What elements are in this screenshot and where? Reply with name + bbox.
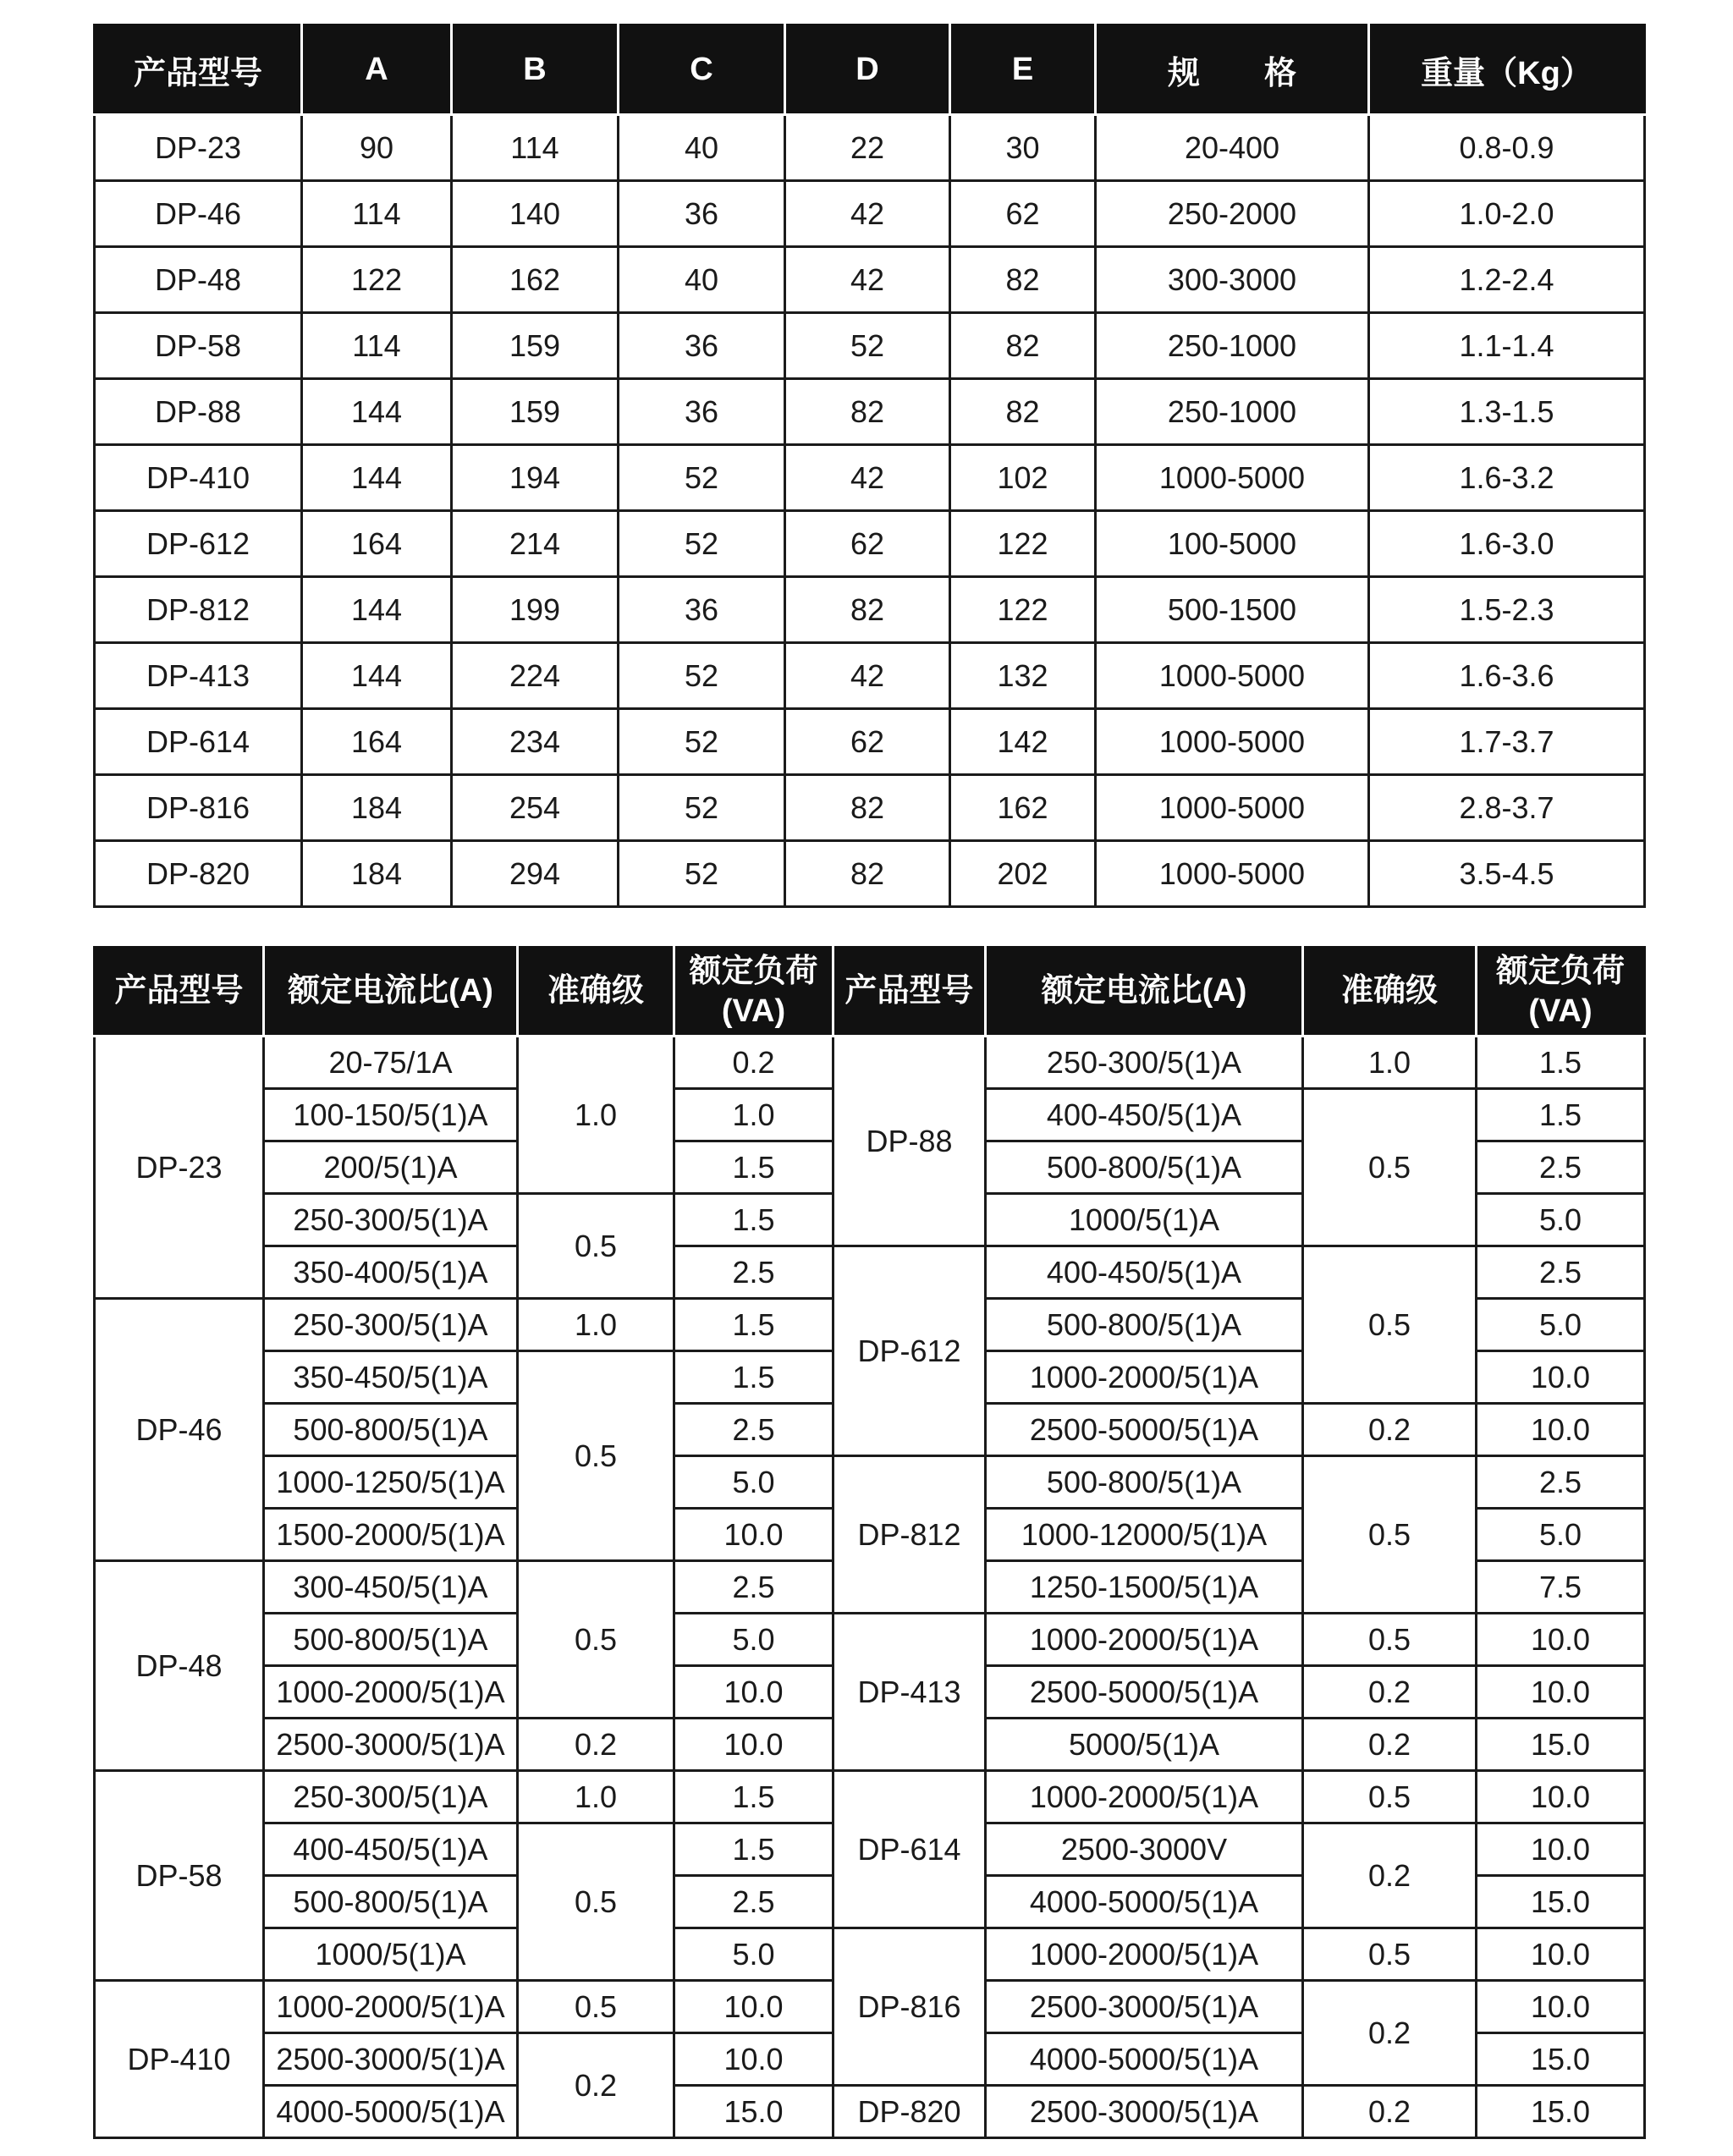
- right-model: DP-413: [833, 1614, 986, 1771]
- header-spec: 规 格: [1096, 25, 1369, 115]
- left-ratio: 250-300/5(1)A: [264, 1194, 518, 1246]
- right-model: DP-812: [833, 1456, 986, 1614]
- cell-b: 162: [452, 247, 619, 313]
- cell-model: DP-88: [95, 379, 302, 445]
- left-load: 2.5: [674, 1404, 833, 1456]
- cell-weight: 1.2-2.4: [1369, 247, 1645, 313]
- cell-c: 52: [619, 445, 785, 511]
- table-row: [95, 511, 1645, 577]
- dimensions-table: [93, 24, 1646, 908]
- right-ratio: 500-800/5(1)A: [986, 1141, 1303, 1194]
- right-ratio: 1000-2000/5(1)A: [986, 1614, 1303, 1666]
- table-row: [95, 1456, 1645, 1509]
- cell-d: 62: [785, 709, 950, 775]
- header-right-load-line2: (VA): [1528, 993, 1593, 1029]
- right-class: 1.0: [1303, 1037, 1477, 1089]
- right-ratio: 2500-5000/5(1)A: [986, 1404, 1303, 1456]
- right-class: 0.2: [1303, 1666, 1477, 1719]
- right-ratio: 4000-5000/5(1)A: [986, 1876, 1303, 1928]
- right-ratio: 1000-2000/5(1)A: [986, 1351, 1303, 1404]
- left-ratio: 2500-3000/5(1)A: [264, 1719, 518, 1771]
- cell-spec: 250-1000: [1096, 379, 1369, 445]
- left-ratio: 300-450/5(1)A: [264, 1561, 518, 1614]
- left-ratio: 350-400/5(1)A: [264, 1246, 518, 1299]
- cell-weight: 1.3-1.5: [1369, 379, 1645, 445]
- left-class: 0.5: [518, 1194, 674, 1299]
- right-ratio: 1250-1500/5(1)A: [986, 1561, 1303, 1614]
- right-load: 10.0: [1477, 1928, 1645, 1981]
- left-load: 10.0: [674, 2033, 833, 2086]
- cell-model: DP-812: [95, 577, 302, 643]
- cell-a: 114: [302, 313, 452, 379]
- cell-e: 82: [950, 247, 1096, 313]
- left-load: 1.5: [674, 1141, 833, 1194]
- cell-spec: 1000-5000: [1096, 709, 1369, 775]
- left-model: DP-48: [95, 1561, 264, 1771]
- cell-model: DP-614: [95, 709, 302, 775]
- header-right-load: [1477, 948, 1645, 1037]
- left-ratio: 400-450/5(1)A: [264, 1823, 518, 1876]
- cell-model: DP-48: [95, 247, 302, 313]
- cell-d: 52: [785, 313, 950, 379]
- cell-spec: 20-400: [1096, 115, 1369, 181]
- cell-a: 122: [302, 247, 452, 313]
- header-right-model: 产品型号: [833, 948, 986, 1037]
- right-ratio: 1000-2000/5(1)A: [986, 1928, 1303, 1981]
- table-row: [95, 1246, 1645, 1299]
- cell-model: DP-612: [95, 511, 302, 577]
- cell-d: 82: [785, 841, 950, 907]
- cell-b: 294: [452, 841, 619, 907]
- right-load: 10.0: [1477, 1823, 1645, 1876]
- left-load: 10.0: [674, 1509, 833, 1561]
- right-load: 10.0: [1477, 1666, 1645, 1719]
- right-load: 2.5: [1477, 1456, 1645, 1509]
- left-load: 10.0: [674, 1666, 833, 1719]
- cell-c: 52: [619, 511, 785, 577]
- dimensions-header-row: [95, 25, 1645, 115]
- left-ratio: 100-150/5(1)A: [264, 1089, 518, 1141]
- cell-d: 82: [785, 775, 950, 841]
- right-load: 15.0: [1477, 1719, 1645, 1771]
- cell-c: 52: [619, 709, 785, 775]
- cell-c: 40: [619, 247, 785, 313]
- table-row: [95, 709, 1645, 775]
- table-row: [95, 379, 1645, 445]
- cell-d: 42: [785, 643, 950, 709]
- left-load: 10.0: [674, 1981, 833, 2033]
- right-class: 0.2: [1303, 1981, 1477, 2086]
- header-right-ratio: 额定电流比(A): [986, 948, 1303, 1037]
- header-left-ratio: 额定电流比(A): [264, 948, 518, 1037]
- table-row: [95, 577, 1645, 643]
- left-ratio: 1000/5(1)A: [264, 1928, 518, 1981]
- right-ratio: 400-450/5(1)A: [986, 1089, 1303, 1141]
- cell-spec: 1000-5000: [1096, 775, 1369, 841]
- left-ratio: 20-75/1A: [264, 1037, 518, 1089]
- right-class: 0.5: [1303, 1614, 1477, 1666]
- cell-d: 22: [785, 115, 950, 181]
- right-load: 10.0: [1477, 1614, 1645, 1666]
- cell-weight: 1.6-3.6: [1369, 643, 1645, 709]
- cell-model: DP-23: [95, 115, 302, 181]
- cell-weight: 3.5-4.5: [1369, 841, 1645, 907]
- cell-spec: 1000-5000: [1096, 643, 1369, 709]
- table-row: [95, 247, 1645, 313]
- right-load: 2.5: [1477, 1246, 1645, 1299]
- right-class: 0.2: [1303, 1404, 1477, 1456]
- right-model: DP-88: [833, 1037, 986, 1246]
- left-ratio: 2500-3000/5(1)A: [264, 2033, 518, 2086]
- left-ratio: 500-800/5(1)A: [264, 1614, 518, 1666]
- table-row: [95, 1771, 1645, 1823]
- left-load: 2.5: [674, 1876, 833, 1928]
- right-ratio: 2500-3000/5(1)A: [986, 1981, 1303, 2033]
- table-row: [95, 2086, 1645, 2138]
- table-row: [95, 1928, 1645, 1981]
- cell-weight: 1.7-3.7: [1369, 709, 1645, 775]
- right-load: 10.0: [1477, 1981, 1645, 2033]
- left-ratio: 1500-2000/5(1)A: [264, 1509, 518, 1561]
- cell-b: 159: [452, 313, 619, 379]
- table-row: [95, 841, 1645, 907]
- left-ratio: 350-450/5(1)A: [264, 1351, 518, 1404]
- left-load: 5.0: [674, 1614, 833, 1666]
- cell-weight: 1.5-2.3: [1369, 577, 1645, 643]
- right-load: 1.5: [1477, 1089, 1645, 1141]
- cell-b: 254: [452, 775, 619, 841]
- right-ratio: 1000-12000/5(1)A: [986, 1509, 1303, 1561]
- table-row: [95, 1037, 1645, 1089]
- cell-e: 202: [950, 841, 1096, 907]
- left-ratio: 500-800/5(1)A: [264, 1876, 518, 1928]
- right-ratio: 500-800/5(1)A: [986, 1456, 1303, 1509]
- cell-e: 82: [950, 313, 1096, 379]
- cell-model: DP-413: [95, 643, 302, 709]
- right-class: 0.5: [1303, 1089, 1477, 1246]
- cell-a: 144: [302, 379, 452, 445]
- cell-c: 52: [619, 841, 785, 907]
- cell-b: 224: [452, 643, 619, 709]
- cell-a: 144: [302, 643, 452, 709]
- cell-b: 114: [452, 115, 619, 181]
- header-b: B: [452, 25, 619, 115]
- right-model: DP-612: [833, 1246, 986, 1456]
- left-load: 1.0: [674, 1089, 833, 1141]
- left-load: 2.5: [674, 1561, 833, 1614]
- left-model: DP-46: [95, 1299, 264, 1561]
- cell-a: 144: [302, 445, 452, 511]
- right-model: DP-820: [833, 2086, 986, 2138]
- cell-spec: 250-2000: [1096, 181, 1369, 247]
- ratings-header-row: [95, 948, 1645, 1037]
- right-class: 0.2: [1303, 1719, 1477, 1771]
- cell-weight: 0.8-0.9: [1369, 115, 1645, 181]
- left-load: 1.5: [674, 1299, 833, 1351]
- table-row: [95, 313, 1645, 379]
- header-c: C: [619, 25, 785, 115]
- cell-c: 36: [619, 379, 785, 445]
- right-load: 10.0: [1477, 1404, 1645, 1456]
- right-class: 0.5: [1303, 1456, 1477, 1614]
- cell-weight: 1.6-3.2: [1369, 445, 1645, 511]
- cell-spec: 1000-5000: [1096, 445, 1369, 511]
- cell-spec: 100-5000: [1096, 511, 1369, 577]
- cell-spec: 300-3000: [1096, 247, 1369, 313]
- left-ratio: 250-300/5(1)A: [264, 1771, 518, 1823]
- left-class: 0.5: [518, 1981, 674, 2033]
- left-load: 1.5: [674, 1194, 833, 1246]
- cell-e: 102: [950, 445, 1096, 511]
- right-class: 0.5: [1303, 1771, 1477, 1823]
- cell-d: 42: [785, 181, 950, 247]
- left-load: 5.0: [674, 1456, 833, 1509]
- cell-b: 140: [452, 181, 619, 247]
- left-class: 0.2: [518, 1719, 674, 1771]
- left-load: 10.0: [674, 1719, 833, 1771]
- right-load: 15.0: [1477, 1876, 1645, 1928]
- cell-b: 234: [452, 709, 619, 775]
- cell-e: 62: [950, 181, 1096, 247]
- header-weight: 重量（Kg）: [1369, 25, 1645, 115]
- right-ratio: 250-300/5(1)A: [986, 1037, 1303, 1089]
- left-class: 1.0: [518, 1037, 674, 1194]
- header-right-load-line1: 额定负荷: [1495, 953, 1625, 989]
- left-load: 0.2: [674, 1037, 833, 1089]
- table-row: [95, 775, 1645, 841]
- right-load: 10.0: [1477, 1351, 1645, 1404]
- cell-d: 82: [785, 379, 950, 445]
- header-left-model: 产品型号: [95, 948, 264, 1037]
- cell-model: DP-410: [95, 445, 302, 511]
- left-ratio: 1000-2000/5(1)A: [264, 1666, 518, 1719]
- cell-d: 82: [785, 577, 950, 643]
- cell-e: 162: [950, 775, 1096, 841]
- left-load: 1.5: [674, 1823, 833, 1876]
- cell-c: 36: [619, 181, 785, 247]
- cell-weight: 1.1-1.4: [1369, 313, 1645, 379]
- cell-model: DP-816: [95, 775, 302, 841]
- header-d: D: [785, 25, 950, 115]
- cell-a: 90: [302, 115, 452, 181]
- ratings-body: [95, 1037, 1645, 2138]
- right-ratio: 500-800/5(1)A: [986, 1299, 1303, 1351]
- right-load: 15.0: [1477, 2086, 1645, 2138]
- left-load: 1.5: [674, 1351, 833, 1404]
- right-ratio: 400-450/5(1)A: [986, 1246, 1303, 1299]
- table-row: [95, 445, 1645, 511]
- right-ratio: 1000-2000/5(1)A: [986, 1771, 1303, 1823]
- left-ratio: 1000-2000/5(1)A: [264, 1981, 518, 2033]
- left-class: 0.5: [518, 1351, 674, 1561]
- header-left-load-line2: (VA): [721, 993, 786, 1029]
- right-ratio: 4000-5000/5(1)A: [986, 2033, 1303, 2086]
- cell-spec: 500-1500: [1096, 577, 1369, 643]
- cell-b: 194: [452, 445, 619, 511]
- cell-a: 184: [302, 775, 452, 841]
- right-class: 0.5: [1303, 1246, 1477, 1404]
- left-class: 1.0: [518, 1771, 674, 1823]
- cell-c: 36: [619, 313, 785, 379]
- header-a: A: [302, 25, 452, 115]
- cell-b: 214: [452, 511, 619, 577]
- table-row: [95, 181, 1645, 247]
- right-load: 5.0: [1477, 1509, 1645, 1561]
- right-ratio: 2500-3000/5(1)A: [986, 2086, 1303, 2138]
- cell-b: 159: [452, 379, 619, 445]
- ratings-table: [93, 946, 1646, 2139]
- left-model: DP-410: [95, 1981, 264, 2138]
- header-model: 产品型号: [95, 25, 302, 115]
- cell-c: 52: [619, 643, 785, 709]
- left-class: 0.5: [518, 1561, 674, 1719]
- header-left-load-line1: 额定负荷: [689, 953, 818, 989]
- cell-c: 40: [619, 115, 785, 181]
- left-ratio: 1000-1250/5(1)A: [264, 1456, 518, 1509]
- right-class: 0.2: [1303, 1823, 1477, 1928]
- cell-model: DP-46: [95, 181, 302, 247]
- cell-e: 132: [950, 643, 1096, 709]
- left-class: 0.2: [518, 2033, 674, 2138]
- cell-model: DP-820: [95, 841, 302, 907]
- right-ratio: 2500-5000/5(1)A: [986, 1666, 1303, 1719]
- right-class: 0.2: [1303, 2086, 1477, 2138]
- left-ratio: 500-800/5(1)A: [264, 1404, 518, 1456]
- cell-c: 36: [619, 577, 785, 643]
- left-model: DP-58: [95, 1771, 264, 1981]
- left-ratio: 4000-5000/5(1)A: [264, 2086, 518, 2138]
- cell-a: 164: [302, 511, 452, 577]
- left-load: 2.5: [674, 1246, 833, 1299]
- right-load: 15.0: [1477, 2033, 1645, 2086]
- right-ratio: 2500-3000V: [986, 1823, 1303, 1876]
- cell-d: 42: [785, 445, 950, 511]
- right-model: DP-614: [833, 1771, 986, 1928]
- cell-weight: 1.6-3.0: [1369, 511, 1645, 577]
- cell-model: DP-58: [95, 313, 302, 379]
- left-ratio: 200/5(1)A: [264, 1141, 518, 1194]
- cell-weight: 2.8-3.7: [1369, 775, 1645, 841]
- cell-a: 184: [302, 841, 452, 907]
- right-ratio: 1000/5(1)A: [986, 1194, 1303, 1246]
- table-row: [95, 643, 1645, 709]
- cell-a: 144: [302, 577, 452, 643]
- left-load: 1.5: [674, 1771, 833, 1823]
- right-load: 2.5: [1477, 1141, 1645, 1194]
- right-load: 1.5: [1477, 1037, 1645, 1089]
- header-left-class: 准确级: [518, 948, 674, 1037]
- cell-e: 122: [950, 577, 1096, 643]
- left-ratio: 250-300/5(1)A: [264, 1299, 518, 1351]
- cell-d: 42: [785, 247, 950, 313]
- cell-d: 62: [785, 511, 950, 577]
- left-load: 15.0: [674, 2086, 833, 2138]
- right-load: 10.0: [1477, 1771, 1645, 1823]
- cell-weight: 1.0-2.0: [1369, 181, 1645, 247]
- cell-b: 199: [452, 577, 619, 643]
- table-row: [95, 115, 1645, 181]
- cell-c: 52: [619, 775, 785, 841]
- cell-spec: 250-1000: [1096, 313, 1369, 379]
- right-load: 5.0: [1477, 1194, 1645, 1246]
- header-right-class: 准确级: [1303, 948, 1477, 1037]
- cell-e: 122: [950, 511, 1096, 577]
- right-model: DP-816: [833, 1928, 986, 2086]
- right-class: 0.5: [1303, 1928, 1477, 1981]
- cell-a: 164: [302, 709, 452, 775]
- table-row: [95, 1614, 1645, 1666]
- right-load: 7.5: [1477, 1561, 1645, 1614]
- left-class: 1.0: [518, 1299, 674, 1351]
- right-ratio: 5000/5(1)A: [986, 1719, 1303, 1771]
- cell-e: 142: [950, 709, 1096, 775]
- cell-spec: 1000-5000: [1096, 841, 1369, 907]
- header-left-load: [674, 948, 833, 1037]
- left-load: 5.0: [674, 1928, 833, 1981]
- cell-a: 114: [302, 181, 452, 247]
- header-e: E: [950, 25, 1096, 115]
- dimensions-body: [95, 115, 1645, 907]
- cell-e: 30: [950, 115, 1096, 181]
- cell-e: 82: [950, 379, 1096, 445]
- left-model: DP-23: [95, 1037, 264, 1299]
- left-class: 0.5: [518, 1823, 674, 1981]
- right-load: 5.0: [1477, 1299, 1645, 1351]
